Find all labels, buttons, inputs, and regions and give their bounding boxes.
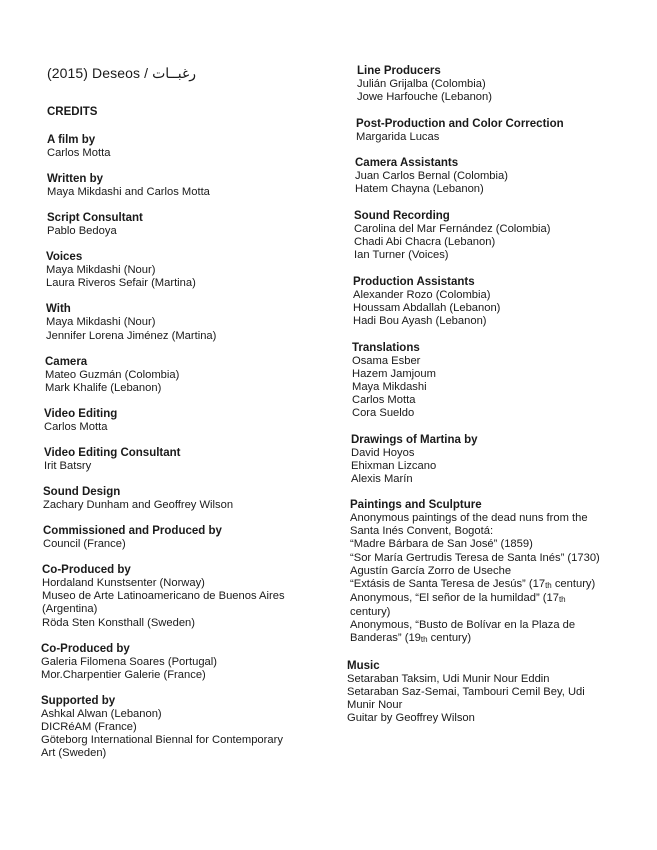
credit-section	[43, 486, 330, 512]
credit-line: Jennifer Lorena Jiménez (Martina)	[46, 329, 217, 342]
credit-line: Hordaland Kunstsenter (Norway)	[42, 577, 205, 590]
credit-line: Göteborg International Biennal for Contemporary	[41, 733, 283, 746]
credit-line: “Sor María Gertrudis Teresa de Santa Inés” (1730)	[350, 551, 600, 564]
credit-section-title: Line Producers	[357, 65, 441, 77]
credit-line: Carolina del Mar Fernández (Colombia)	[354, 222, 551, 235]
credit-section	[347, 660, 638, 725]
credit-line: Hazem Jamjoum	[352, 367, 436, 380]
credit-section-title: Sound Recording	[354, 209, 450, 222]
credit-line: Art (Sweden)	[41, 747, 107, 760]
credit-line: Agustín García Zorro de Useche	[350, 564, 512, 577]
credit-section-title: Camera Assistants	[355, 157, 459, 170]
credit-section-title: Supported by	[41, 694, 116, 707]
credit-line: “Extásis de Santa Teresa de Jesús” ($17_{th}$ century)	[350, 577, 596, 590]
credit-section-title: Production Assistants	[353, 275, 475, 288]
credit-section	[45, 356, 330, 395]
credit-line: David Hoyos	[351, 446, 415, 459]
credit-line: Anonymous, “Busto de Bolívar en la Plaza de	[350, 619, 576, 632]
credit-line: Maya Mikdashi and Carlos Motta	[47, 186, 210, 199]
credit-line: Anonymous, “El señor de la humildad” ($17_{th}$	[350, 591, 566, 604]
credit-line: Carlos Motta	[44, 420, 108, 433]
credit-line: Munir Nour	[347, 698, 403, 711]
credit-section-title: With	[46, 303, 71, 316]
credit-section	[46, 303, 330, 342]
credit-section-title: Written by	[47, 173, 104, 186]
credit-section	[355, 157, 638, 196]
credit-line: Margarida Lucas	[356, 130, 440, 143]
credit-section	[46, 251, 330, 290]
credit-section	[47, 173, 330, 199]
credit-line: Hadi Bou Ayash (Lebanon)	[353, 314, 487, 327]
credit-section-title: Camera	[45, 355, 88, 368]
credit-line: Ashkal Alwan (Lebanon)	[41, 707, 162, 720]
credit-section	[354, 210, 638, 262]
credit-section	[357, 65, 638, 104]
document-title: (2015) Deseos / رغبــات	[47, 65, 197, 81]
credit-section	[44, 408, 330, 434]
credit-line: Chadi Abi Chacra (Lebanon)	[354, 236, 496, 249]
credit-line: Setaraban Taksim, Udi Munir Nour Eddin	[347, 672, 550, 685]
credit-line: Maya Mikdashi (Nour)	[46, 316, 156, 329]
credit-line: century)	[350, 605, 391, 618]
credit-line: Guitar by Geoffrey Wilson	[347, 712, 475, 724]
left-credit-sections	[40, 134, 330, 760]
credit-section-title: Commissioned and Produced by	[43, 525, 222, 538]
credit-section	[47, 212, 330, 238]
credit-section-title: Co-Produced by	[42, 564, 131, 577]
credit-line: Jowe Harfouche (Lebanon)	[357, 91, 492, 104]
credit-line: Galeria Filomena Soares (Portugal)	[41, 655, 217, 668]
credit-line: Laura Riveros Sefair (Martina)	[46, 277, 196, 290]
credit-section-title: Voices	[46, 251, 83, 264]
credit-section-title: Script Consultant	[47, 212, 143, 225]
credit-section	[353, 276, 638, 328]
credit-line: Röda Sten Konsthall (Sweden)	[42, 616, 195, 629]
credits-heading: CREDITS	[47, 106, 98, 118]
credit-section-title: Post-Production and Color Correction	[356, 117, 564, 130]
credit-line: Ian Turner (Voices)	[354, 249, 449, 262]
credit-section	[47, 134, 330, 160]
credit-section-title: A film by	[47, 134, 96, 146]
credit-section	[350, 499, 638, 646]
credit-line: Anonymous paintings of the dead nuns from the	[350, 512, 588, 525]
credit-line: Alexander Rozo (Colombia)	[353, 288, 491, 301]
credit-section-title: Drawings of Martina by	[351, 433, 478, 446]
credit-section-title: Sound Design	[43, 486, 121, 499]
credit-section	[356, 118, 638, 144]
credit-section	[351, 434, 638, 486]
credit-section	[41, 643, 330, 682]
credit-line: Zachary Dunham and Geoffrey Wilson	[43, 499, 234, 512]
credit-line: DICRéAM (France)	[41, 720, 137, 733]
credits-right-column	[346, 65, 638, 739]
credit-line: Pablo Bedoya	[47, 225, 117, 238]
credit-line: Alexis Marín	[351, 472, 413, 485]
credit-section	[44, 447, 330, 473]
credit-line: Julián Grijalba (Colombia)	[357, 78, 486, 90]
credit-line: Ehixman Lizcano	[351, 459, 437, 472]
credit-section	[43, 525, 330, 551]
credit-line: Cora Sueldo	[352, 406, 415, 419]
credit-line: Setaraban Saz-Semai, Tambouri Cemil Bey, Udi	[347, 685, 585, 698]
credit-section-title: Music	[347, 659, 380, 672]
credit-line: Juan Carlos Bernal (Colombia)	[355, 170, 508, 183]
credit-line: Hatem Chayna (Lebanon)	[355, 183, 484, 196]
credit-line: Mateo Guzmán (Colombia)	[45, 368, 180, 381]
credit-section-title: Paintings and Sculpture	[350, 499, 482, 512]
credit-line: Irit Batsry	[44, 459, 92, 472]
credit-section-title: Co-Produced by	[41, 642, 130, 655]
credit-line: Carlos Motta	[352, 393, 416, 406]
credit-line: Maya Mikdashi (Nour)	[46, 264, 156, 277]
credit-line: Houssam Abdallah (Lebanon)	[353, 301, 501, 314]
credit-line: Mor.Charpentier Galerie (France)	[41, 668, 206, 681]
credit-line: Mark Khalife (Lebanon)	[45, 381, 162, 394]
credit-section	[42, 564, 330, 629]
credit-section-title: Translations	[352, 341, 420, 354]
credits-left-column	[40, 106, 330, 773]
credit-line: Carlos Motta	[47, 147, 111, 159]
credit-line: Osama Esber	[352, 354, 421, 367]
credit-line: Museo de Arte Latinoamericano de Buenos Aires	[42, 590, 285, 603]
credit-section-title: Video Editing Consultant	[44, 446, 181, 459]
credit-line: Maya Mikdashi	[352, 380, 427, 393]
credit-line: (Argentina)	[42, 603, 98, 616]
right-credit-sections	[346, 65, 638, 725]
credit-line: Santa Inés Convent, Bogotá:	[350, 525, 494, 538]
credit-section	[352, 342, 638, 420]
credit-section-title: Video Editing	[44, 407, 118, 420]
credit-section	[41, 695, 330, 760]
credit-line: Council (France)	[43, 538, 126, 551]
credit-line: Banderas” ($19_{th}$ century)	[350, 632, 472, 645]
credit-line: “Madre Bárbara de San José” (1859)	[350, 538, 533, 551]
